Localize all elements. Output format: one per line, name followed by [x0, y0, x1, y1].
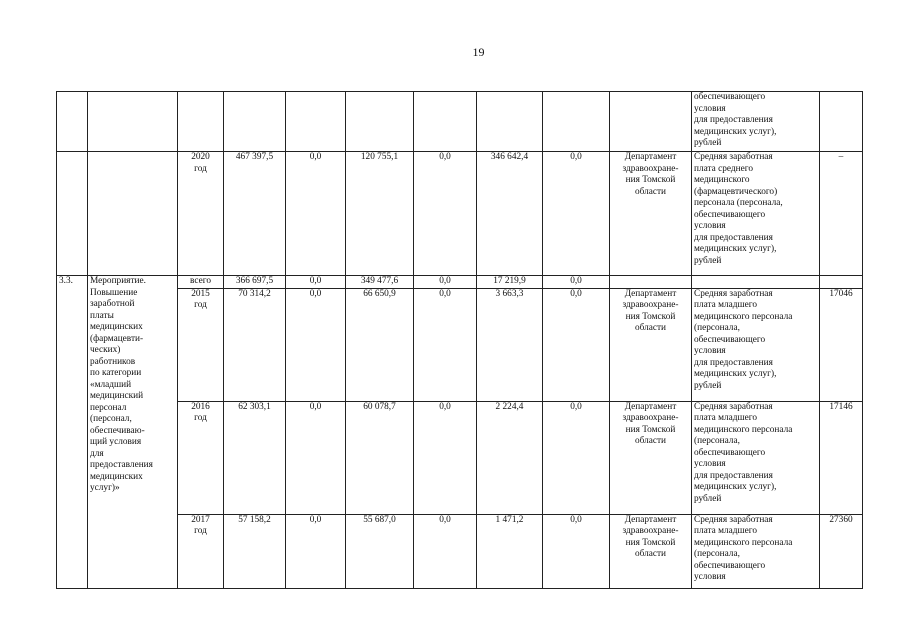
- cell-federal: 0,0: [286, 276, 346, 289]
- cell-regional: 66 650,9: [346, 288, 414, 401]
- cell-regional: 120 755,1: [346, 152, 414, 276]
- cell-department: Департамент здравоохране- ния Томской области: [610, 288, 692, 401]
- cell-number: [57, 92, 88, 152]
- cell-event: [88, 152, 178, 276]
- cell-indicator: [692, 276, 820, 289]
- cell-total: [224, 92, 286, 152]
- table-row: [57, 92, 863, 152]
- cell-territorial: 2 224,4: [477, 401, 543, 514]
- cell-target: [820, 92, 863, 152]
- cell-local: 0,0: [414, 276, 477, 289]
- cell-federal: [286, 92, 346, 152]
- cell-target: –: [820, 152, 863, 276]
- cell-territorial: 346 642,4: [477, 152, 543, 276]
- cell-other: 0,0: [543, 288, 610, 401]
- cell-regional: 60 078,7: [346, 401, 414, 514]
- cell-total: 57 158,2: [224, 514, 286, 588]
- cell-year: 2020 год: [178, 152, 224, 276]
- cell-federal: 0,0: [286, 401, 346, 514]
- cell-number: 3.3.: [57, 276, 88, 589]
- cell-territorial: 17 219,9: [477, 276, 543, 289]
- cell-event: Мероприятие. Повышение заработной платы медицинских (фармацевти- ческих) работников по категории «младший медицинский персонал (персонал, обеспечиваю- щий условия для предоставления медицинских услуг)»: [88, 276, 178, 589]
- cell-year: 2016 год: [178, 401, 224, 514]
- cell-federal: 0,0: [286, 514, 346, 588]
- cell-indicator: Средняя заработная плата младшего медицинского персонала (персонала, обеспечивающего условия: [692, 514, 820, 588]
- cell-target: 27360: [820, 514, 863, 588]
- cell-federal: 0,0: [286, 288, 346, 401]
- cell-territorial: 3 663,3: [477, 288, 543, 401]
- cell-indicator: обеспечивающего условия для предоставления медицинских услуг), рублей: [692, 92, 820, 152]
- cell-target: 17146: [820, 401, 863, 514]
- cell-indicator: Средняя заработная плата среднего медицинского (фармацевтического) персонала (персонала, обеспечивающего условия для предоставления медицинских услуг), рублей: [692, 152, 820, 276]
- table-row: [57, 401, 863, 514]
- cell-territorial: [477, 92, 543, 152]
- cell-year: [178, 92, 224, 152]
- cell-territorial: 1 471,2: [477, 514, 543, 588]
- cell-local: 0,0: [414, 401, 477, 514]
- cell-year: всего: [178, 276, 224, 289]
- cell-event: [88, 92, 178, 152]
- cell-total: 70 314,2: [224, 288, 286, 401]
- page-number: 19: [472, 45, 485, 59]
- cell-number: [57, 152, 88, 276]
- cell-other: [543, 92, 610, 152]
- table-row: [57, 276, 863, 289]
- cell-other: 0,0: [543, 152, 610, 276]
- cell-department: Департамент здравоохране- ния Томской области: [610, 514, 692, 588]
- cell-total: 467 397,5: [224, 152, 286, 276]
- cell-other: 0,0: [543, 401, 610, 514]
- cell-federal: 0,0: [286, 152, 346, 276]
- cell-local: 0,0: [414, 152, 477, 276]
- cell-year: 2017 год: [178, 514, 224, 588]
- cell-other: 0,0: [543, 276, 610, 289]
- cell-regional: 349 477,6: [346, 276, 414, 289]
- cell-regional: 55 687,0: [346, 514, 414, 588]
- cell-department: [610, 276, 692, 289]
- table-row: [57, 514, 863, 588]
- cell-target: 17046: [820, 288, 863, 401]
- table-row: [57, 152, 863, 276]
- cell-indicator: Средняя заработная плата младшего медицинского персонала (персонала, обеспечивающего условия для предоставления медицинских услуг), рублей: [692, 288, 820, 401]
- cell-total: 62 303,1: [224, 401, 286, 514]
- cell-local: 0,0: [414, 288, 477, 401]
- cell-other: 0,0: [543, 514, 610, 588]
- table-row: [57, 288, 863, 401]
- program-table: [56, 91, 863, 589]
- cell-total: 366 697,5: [224, 276, 286, 289]
- cell-department: Департамент здравоохране- ния Томской области: [610, 401, 692, 514]
- cell-local: 0,0: [414, 514, 477, 588]
- cell-year: 2015 год: [178, 288, 224, 401]
- cell-department: [610, 92, 692, 152]
- cell-regional: [346, 92, 414, 152]
- cell-target: [820, 276, 863, 289]
- cell-local: [414, 92, 477, 152]
- cell-indicator: Средняя заработная плата младшего медицинского персонала (персонала, обеспечивающего условия для предоставления медицинских услуг), рублей: [692, 401, 820, 514]
- cell-department: Департамент здравоохране- ния Томской области: [610, 152, 692, 276]
